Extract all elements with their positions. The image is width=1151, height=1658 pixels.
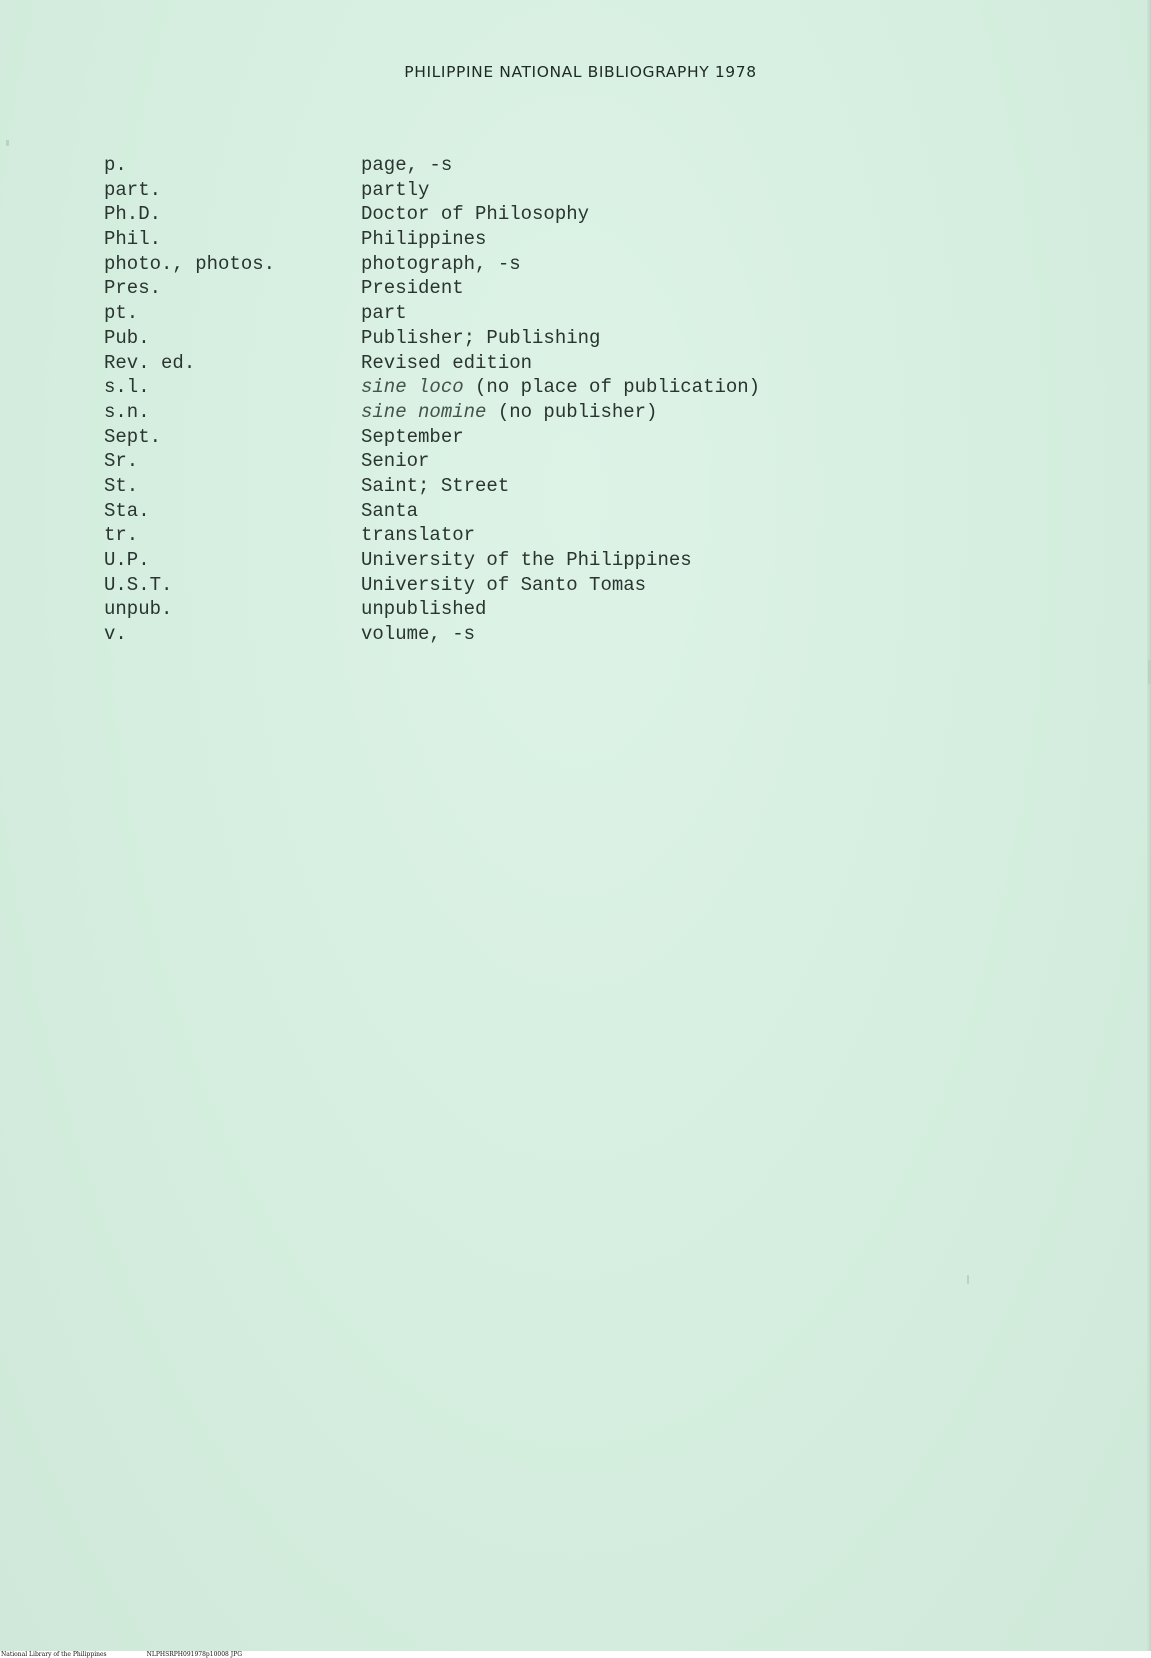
abbreviation-expansion: Revised edition [361,351,533,374]
abbreviation-row [104,153,1004,178]
abbreviation-term: tr. [104,524,139,547]
abbreviation-term: Phil. [104,228,162,251]
abbreviation-expansion: translator [361,524,476,547]
abbreviation-row [104,301,1004,326]
abbreviation-row [104,449,1004,474]
paper-speck [6,140,9,146]
abbreviation-row [104,227,1004,252]
footer-institution: National Library of the Philippines [1,1651,107,1658]
expansion-note: (no publisher) [486,400,658,423]
abbreviation-term: Pub. [104,326,150,349]
abbreviation-expansion: Saint; Street [361,474,510,497]
abbreviation-row [104,548,1004,573]
abbreviation-row [104,276,1004,301]
abbreviation-row [104,252,1004,277]
abbreviation-row [104,375,1004,400]
abbreviation-expansion: Publisher; Publishing [361,326,601,349]
abbreviation-expansion: President [361,277,464,300]
expansion-note: (no place of publication) [463,376,761,399]
abbreviation-expansion: partly [361,178,430,201]
abbreviation-row [104,400,1004,425]
abbreviation-row [104,202,1004,227]
abbreviation-row [104,326,1004,351]
abbreviation-row [104,573,1004,598]
abbreviation-term: pt. [104,302,139,325]
abbreviation-term: v. [104,623,127,646]
abbreviation-row [104,351,1004,376]
abbreviation-expansion [361,375,1004,400]
abbreviation-expansion: Doctor of Philosophy [361,203,590,226]
abbreviation-term: p. [104,154,127,176]
abbreviation-row [104,499,1004,524]
running-head-title: PHILIPPINE NATIONAL BIBLIOGRAPHY 1978 [404,63,757,81]
abbreviation-term: St. [104,474,139,497]
abbreviation-expansion: Philippines [361,228,487,251]
abbreviation-expansion: volume, -s [361,623,476,646]
footer-file-id: NLPHSRPH091978p10008 JPG [146,1651,243,1658]
abbreviation-expansion: University of Santo Tomas [361,573,647,596]
abbreviation-expansion: University of the Philippines [361,549,692,571]
abbreviation-term: Sr. [104,450,139,473]
latin-phrase: sine loco [361,376,464,399]
abbreviation-expansion [361,400,1004,425]
abbreviation-term: s.l. [104,376,150,399]
abbreviation-term: Sept. [104,425,162,448]
paper-speck [967,1275,969,1284]
scan-footer-caption [1,1651,242,1658]
abbreviation-row [104,425,1004,450]
abbreviation-list [104,153,1004,647]
abbreviation-term: part. [104,178,162,201]
abbreviation-row [104,178,1004,203]
abbreviation-expansion: unpublished [361,598,487,621]
abbreviation-expansion: Santa [361,499,419,522]
latin-phrase: sine nomine [361,400,487,423]
abbreviation-term: U.S.T. [104,573,173,596]
abbreviation-expansion: photograph, -s [361,252,521,275]
abbreviation-term: U.P. [104,549,150,571]
abbreviation-row [104,597,1004,622]
abbreviation-term: Rev. ed. [104,351,196,374]
abbreviation-term: Ph.D. [104,203,162,226]
abbreviation-expansion: September [361,425,464,448]
abbreviation-row [104,622,1004,647]
abbreviation-row [104,474,1004,499]
abbreviation-term: Pres. [104,277,162,300]
page-edge-shadow [1147,0,1151,1651]
abbreviation-term: s.n. [104,400,150,423]
abbreviation-term: Sta. [104,499,150,522]
abbreviation-expansion: page, -s [361,154,453,176]
abbreviation-row [104,523,1004,548]
abbreviation-term: unpub. [104,598,173,621]
abbreviation-expansion: Senior [361,450,430,473]
abbreviation-term: photo., photos. [104,252,276,275]
abbreviation-expansion: part [361,302,407,325]
